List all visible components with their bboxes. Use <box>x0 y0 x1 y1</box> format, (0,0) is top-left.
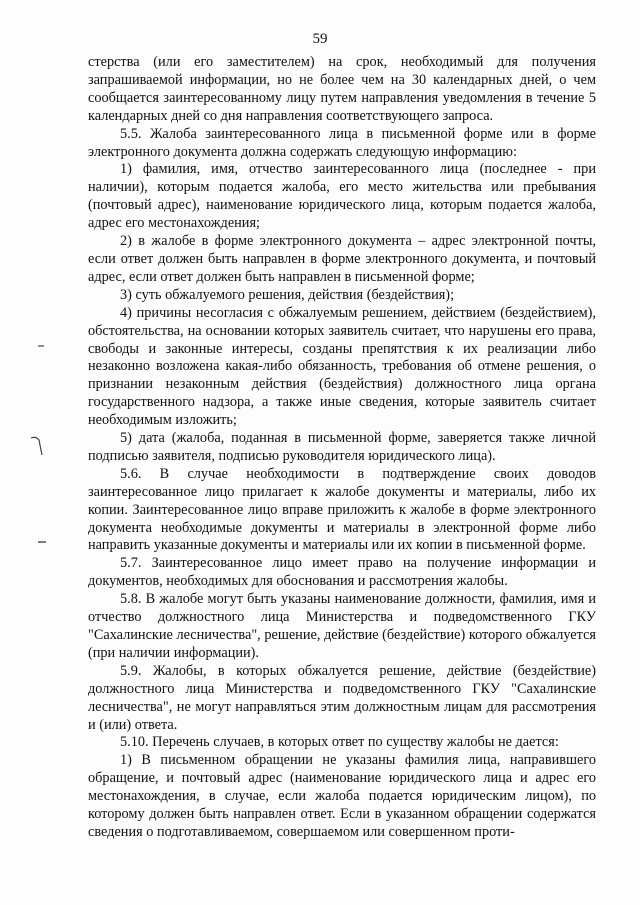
list-item-1: 1) фамилия, имя, отчество заинтересованного лица (последнее - при наличии), которым подается жалоба, его место жительства или пребывания (почтовый адрес), наименование юридического лица, которым подается жалоба, адрес его местонахождения; <box>88 161 596 232</box>
paragraph-5-6: 5.6. В случае необходимости в подтверждение своих доводов заинтересованное лицо прилагает к жалобе документы и материалы, либо их копии. Заинтересованное лицо вправе приложить к жалобе в форме электронного документа необходимые документы и материалы в электронной форме либо направить указанные документы и материалы или их копии в письменной форме. <box>88 465 596 554</box>
scan-mark-hook <box>30 435 46 457</box>
document-body <box>88 54 596 842</box>
scan-mark-dot <box>38 344 44 348</box>
paragraph-5-5: 5.5. Жалоба заинтересованного лица в письменной форме или в форме электронного документа должна содержать следующую информацию: <box>88 125 596 160</box>
list-item-5: 5) дата (жалоба, поданная в письменной форме, заверяется также личной подписью заявителя, подписью руководителя юридического лица). <box>88 430 596 464</box>
list-item-2: 2) в жалобе в форме электронного документа – адрес электронной почты, если ответ должен быть направлен в форме электронного документа, и почтовый адрес, если ответ должен быть направлен в письменной форме; <box>88 233 596 285</box>
paragraph-5-8: 5.8. В жалобе могут быть указаны наименование должности, фамилия, имя и отчество должностного лица Министерства и подведомственного ГКУ "Сахалинские лесничества", решение, действие (бездействие) которого обжалуется (при наличии информации). <box>88 591 596 661</box>
scan-mark-dash <box>38 540 46 544</box>
list-item-5-10-1: 1) В письменном обращении не указаны фамилия лица, направившего обращение, и почтовый адрес (наименование юридического лица и адрес его местонахождения, в случае, если жалоба подается юридическим лицом), по которому должен быть направлен ответ. Если в указанном обращении содержатся сведения о подготавливаемом, совершаемом или совершенном проти- <box>88 752 596 840</box>
paragraph-continuation: стерства (или его заместителем) на срок, необходимый для получения запрашиваемой информации, но не более чем на 30 календарных дней, о чем сообщается заинтересованному лицу путем направления уведомления в течение 5 календарных дней со дня направления соответствующего запроса. <box>88 54 596 124</box>
list-item-4: 4) причины несогласия с обжалуемым решением, действием (бездействием), обстоятельства, на основании которых заявитель считает, что нарушены его права, свободы и законные интересы, созданы препятствия к их реализации либо незаконно возложена какая-либо обязанность, требования об отмене решения, о признании незаконным действия (бездействия) должностного лица органа государственного надзора, а также иные сведения, которые заявитель считает необходимым изложить; <box>88 304 596 429</box>
paragraph-5-9: 5.9. Жалобы, в которых обжалуется решение, действие (бездействие) должностного лица Министерства и подведомственного ГКУ "Сахалинские лесничества", не могут направляться этим должностным лицам для рассмотрения и (или) ответа. <box>88 662 596 733</box>
paragraph-5-10: 5.10. Перечень случаев, в которых ответ по существу жалобы не дается: <box>120 734 559 751</box>
paragraph-5-7: 5.7. Заинтересованное лицо имеет право на получение информации и документов, необходимых для обоснования и рассмотрения жалобы. <box>88 555 596 590</box>
list-item-3: 3) суть обжалуемого решения, действия (бездействия); <box>120 286 455 303</box>
page-number: 59 <box>312 31 328 47</box>
